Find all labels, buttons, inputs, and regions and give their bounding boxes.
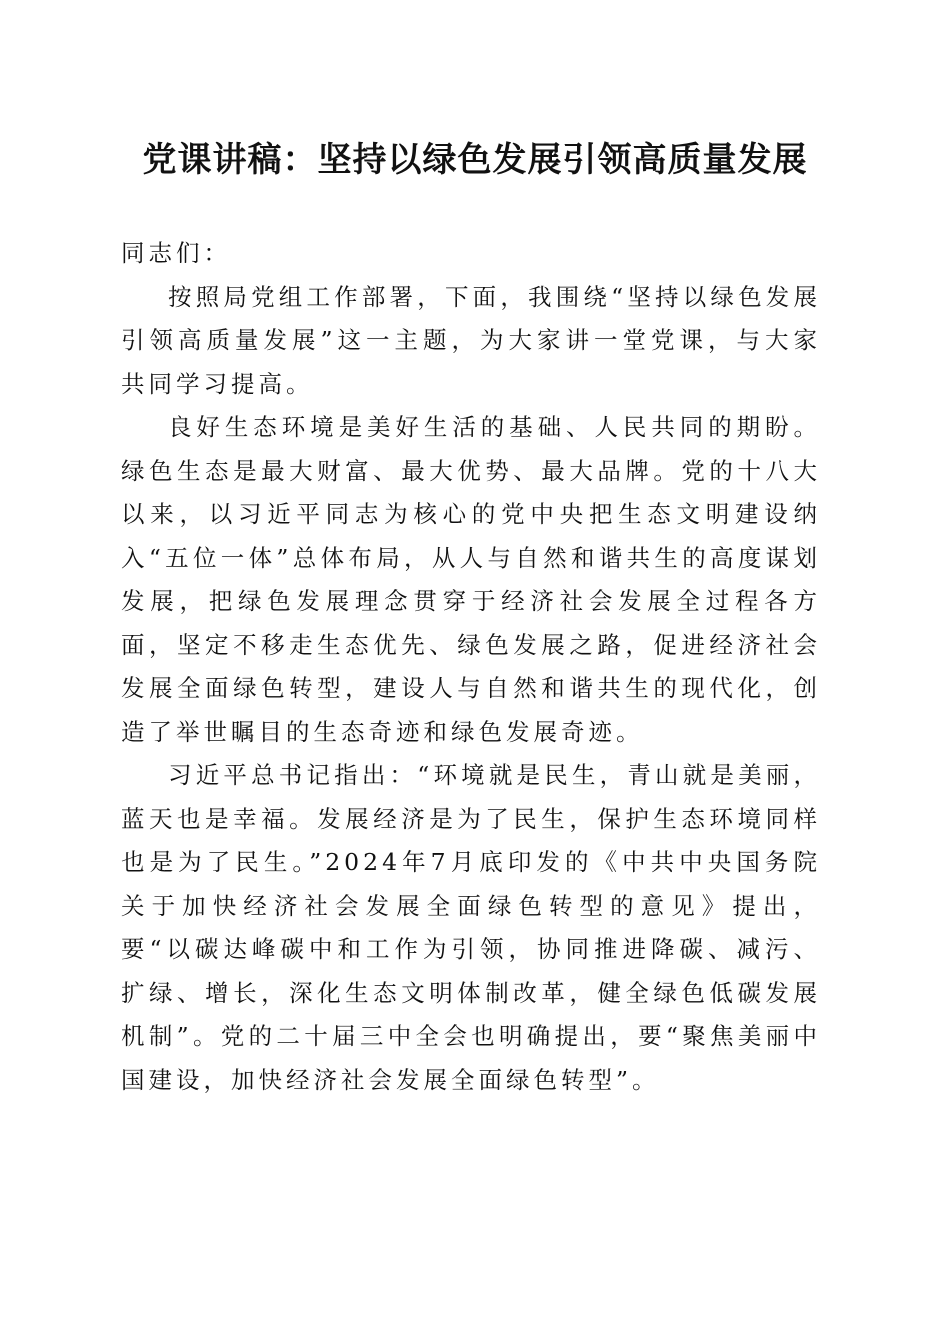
document-title: 党课讲稿：坚持以绿色发展引领高质量发展	[142, 140, 808, 180]
paragraph-quote: 习近平总书记指出：“环境就是民生，青山就是美丽，蓝天也是幸福。发展经济是为了民生，保护生态环境同样也是为了民生。”2024年7月底印发的《中共中央国务院关于加快经济社会发展全面绿色转型的意见》提出，要“以碳达峰碳中和工作为引领，协同推进降碳、减污、扩绿、增长，深化生态文明体制改革，健全绿色低碳发展机制”。党的二十届三中全会也明确提出，要“聚焦美丽中国建设，加快经济社会发展全面绿色转型”。	[121, 761, 821, 1094]
salutation: 同志们：	[121, 239, 231, 267]
paragraph-ecology: 良好生态环境是美好生活的基础、人民共同的期盼。绿色生态是最大财富、最大优势、最大品牌。党的十八大以来，以习近平同志为核心的党中央把生态文明建设纳入“五位一体”总体布局，从人与自然和谐共生的高度谋划发展，把绿色发展理念贯穿于经济社会发展全过程各方面，坚定不移走生态优先、绿色发展之路，促进经济社会发展全面绿色转型，建设人与自然和谐共生的现代化，创造了举世瞩目的生态奇迹和绿色发展奇迹。	[121, 413, 821, 746]
paragraph-intro: 按照局党组工作部署，下面，我围绕“坚持以绿色发展引领高质量发展”这一主题，为大家讲一堂党课，与大家共同学习提高。	[121, 282, 821, 398]
document-body	[121, 232, 821, 1102]
